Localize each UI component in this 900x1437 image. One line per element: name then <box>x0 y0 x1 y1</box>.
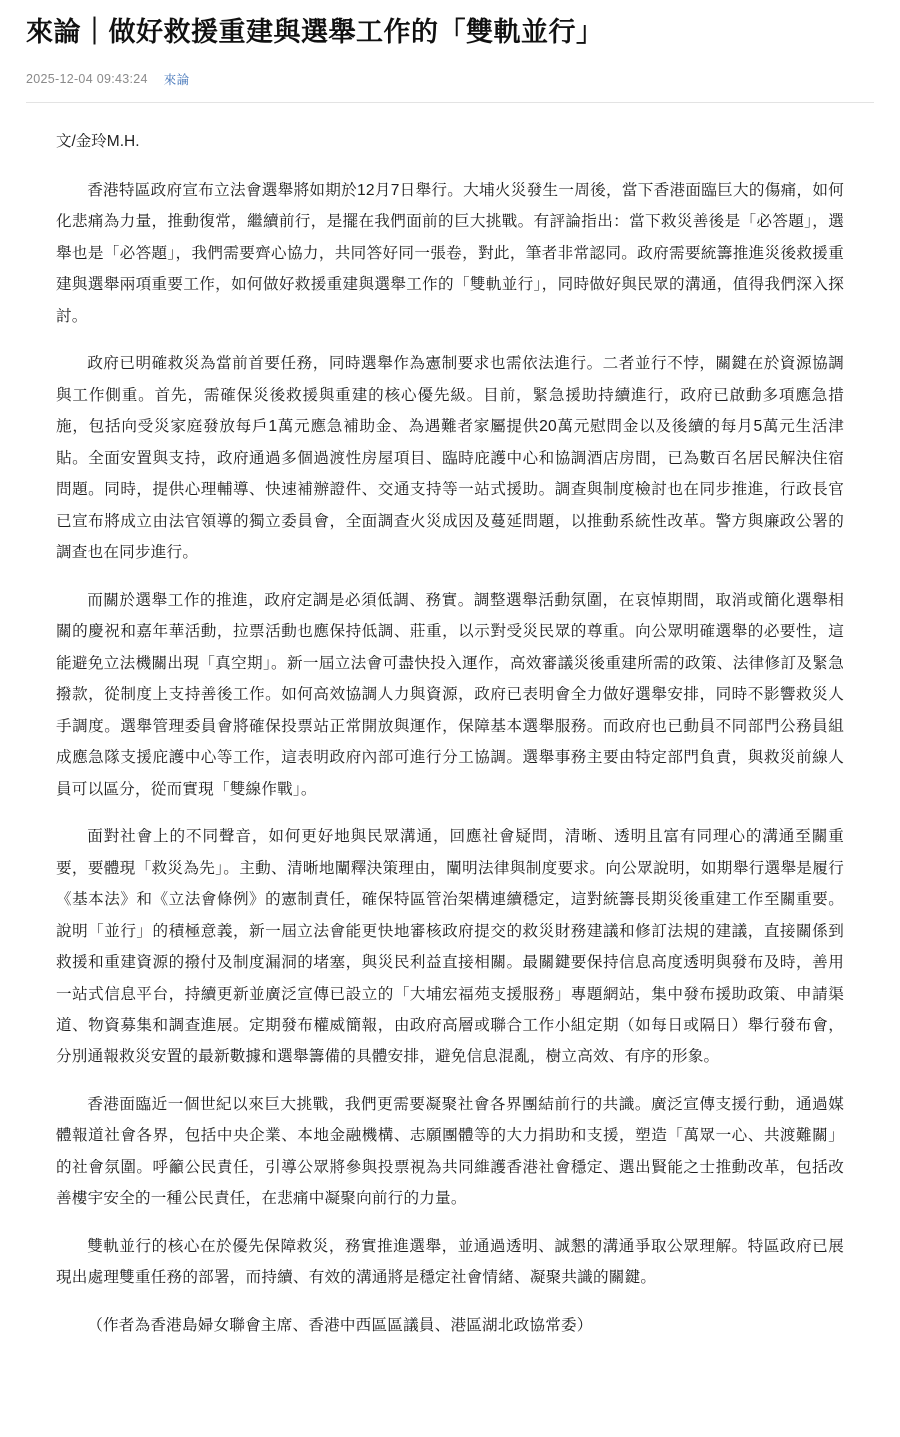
byline: 文/金玲M.H. <box>56 133 140 151</box>
paragraph-1: 香港特區政府宣布立法會選舉將如期於12月7日舉行。大埔火災發生一周後，當下香港面臨巨大的傷痛，如何化悲痛為力量，推動復常，繼續前行，是擺在我們面前的巨大挑戰。有評論指出：當下救災善後是「必答題」，選舉也是「必答題」，我們需要齊心協力，共同答好同一張卷，對此，筆者非常認同。政府需要統籌推進災後救援重建與選舉兩項重要工作，如何做好救援重建與選舉工作的「雙軌並行」，同時做好與民眾的溝通，值得我們深入探討。 <box>56 181 844 325</box>
author-note: （作者為香港島婦女聯會主席、香港中西區區議員、港區湖北政協常委） <box>87 1316 593 1334</box>
article-header <box>0 0 900 103</box>
article-meta <box>26 52 874 103</box>
paragraph-6: 雙軌並行的核心在於優先保障救災，務實推進選舉，並通過透明、誠懇的溝通爭取公眾理解。特區政府已展現出處理雙重任務的部署，而持續、有效的溝通將是穩定社會情緒、凝聚共識的關鍵。 <box>56 1237 844 1287</box>
paragraph-4: 面對社會上的不同聲音，如何更好地與民眾溝通，回應社會疑問，清晰、透明且富有同理心的溝通至關重要，要體現「救災為先」。主動、清晰地闡釋決策理由，闡明法律與制度要求。向公眾說明，如期舉行選舉是履行《基本法》和《立法會條例》的憲制責任，確保特區管治架構連續穩定，這對統籌長期災後重建工作至關重要。說明「並行」的積極意義，新一屆立法會能更快地審核政府提交的救災財務建議和修訂法規的建議，直接關係到救援和重建資源的撥付及制度漏洞的堵塞，與災民利益直接相關。最關鍵要保持信息高度透明與發布及時，善用一站式信息平台，持續更新並廣泛宣傳已設立的「大埔宏福苑支援服務」專題網站，集中發布援助政策、申請渠道、物資募集和調查進展。定期發布權威簡報，由政府高層或聯合工作小組定期（如每日或隔日）舉行發布會，分別通報救災安置的最新數據和選舉籌備的具體安排，避免信息混亂，樹立高效、有序的形象。 <box>56 828 844 1066</box>
paragraph-2: 政府已明確救災為當前首要任務，同時選舉作為憲制要求也需依法進行。二者並行不悖，關鍵在於資源協調與工作側重。首先，需確保災後救援與重建的核心優先級。目前，緊急援助持續進行，政府已啟動多項應急措施，包括向受災家庭發放每戶1萬元應急補助金、為遇難者家屬提供20萬元慰問金以及後續的每月5萬元生活津貼。全面安置與支持，政府通過多個過渡性房屋項目、臨時庇護中心和協調酒店房間，已為數百名居民解決住宿問題。同時，提供心理輔導、快速補辦證件、交通支持等一站式援助。調查與制度檢討也在同步推進，行政長官已宣布將成立由法官領導的獨立委員會，全面調查火災成因及蔓延問題，以推動系統性改革。警方與廉政公署的調查也在同步進行。 <box>56 355 844 562</box>
source-link[interactable]: 來論 <box>163 73 190 88</box>
page-title: 來論｜做好救援重建與選舉工作的「雙軌並行」 <box>26 17 604 47</box>
publish-timestamp: 2025-12-04 09:43:24 <box>26 72 148 87</box>
paragraph-3: 而關於選舉工作的推進，政府定調是必須低調、務實。調整選舉活動氛圍，在哀悼期間，取消或簡化選舉相關的慶祝和嘉年華活動，拉票活動也應保持低調、莊重，以示對受災民眾的尊重。向公眾明確選舉的必要性，這能避免立法機關出現「真空期」。新一屆立法會可盡快投入運作，高效審議災後重建所需的政策、法律修訂及緊急撥款，從制度上支持善後工作。如何高效協調人力與資源，政府已表明會全力做好選舉安排，同時不影響救災人手調度。選舉管理委員會將確保投票站正常開放與運作，保障基本選舉服務。而政府也已動員不同部門公務員組成應急隊支援庇護中心等工作，這表明政府內部可進行分工協調。選舉事務主要由特定部門負責，與救災前線人員可以區分，從而實現「雙線作戰」。 <box>56 591 844 798</box>
paragraph-5: 香港面臨近一個世紀以來巨大挑戰，我們更需要凝聚社會各界團結前行的共識。廣泛宣傳支援行動，通過媒體報道社會各界，包括中央企業、本地金融機構、志願團體等的大力捐助和支援，塑造「萬眾一心、共渡難關」的社會氛圍。呼籲公民責任，引導公眾將參與投票視為共同維護香港社會穩定、選出賢能之士推動改革，包括改善樓宇安全的一種公民責任，在悲痛中凝聚向前行的力量。 <box>56 1095 844 1208</box>
article-body <box>0 103 900 1371</box>
